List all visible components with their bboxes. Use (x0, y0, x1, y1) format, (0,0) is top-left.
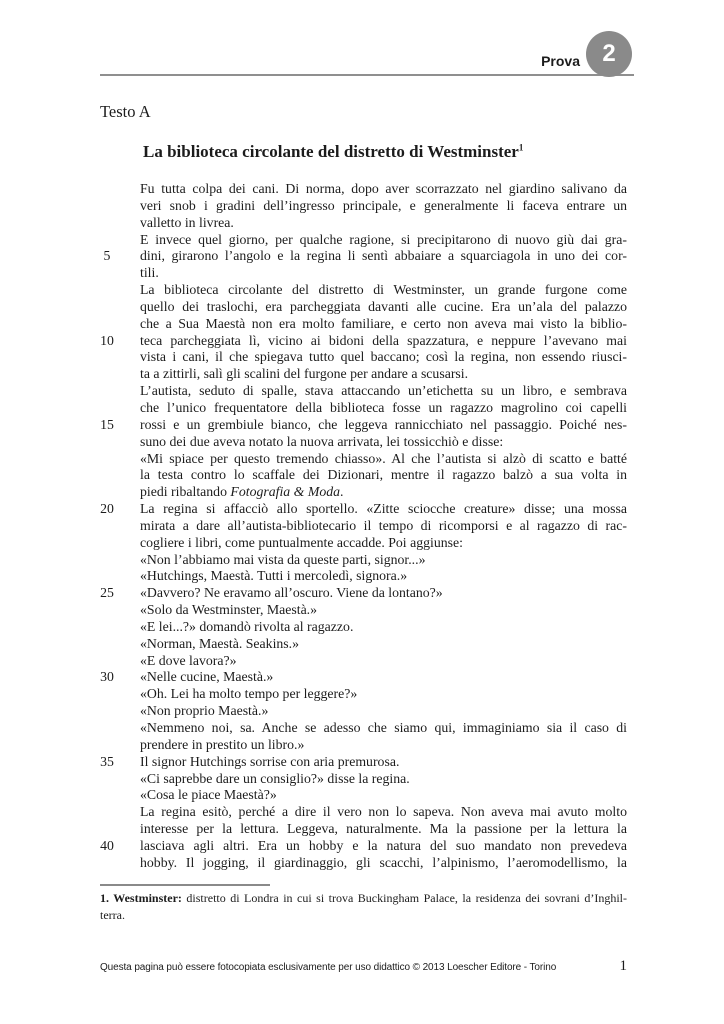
page-number: 1 (619, 958, 627, 974)
line-number: 5 (103, 248, 111, 264)
text-line (92, 754, 627, 771)
line-text: L’autista, seduto di spalle, stava attaccando un’etichetta su un libro, e sembrava (140, 383, 627, 399)
text-line (92, 181, 627, 198)
passage-title (143, 142, 523, 162)
line-number (92, 181, 140, 198)
text-line (92, 821, 627, 838)
text-line (92, 568, 627, 585)
text-line (92, 787, 627, 804)
text-line (92, 669, 627, 686)
line-text: «Non l’abbiamo mai vista da queste parti, signor...» (140, 551, 426, 567)
line-number (92, 518, 140, 535)
line-text: teca parcheggiata lì, vicino ai bidoni della spazzatura, e neppure l’avevano mai (140, 332, 627, 348)
text-line (92, 585, 627, 602)
line-text: vista i cani, il che spiegava tutto quel baccano; così la regina, non essendo riusci- (140, 349, 627, 365)
section-label: Testo A (100, 102, 151, 121)
page-footer (100, 958, 627, 975)
prova-label: Prova (541, 53, 580, 69)
line-number (92, 198, 140, 215)
line-number: 15 (100, 416, 114, 432)
text-line (92, 417, 627, 434)
line-text: che a Sua Maestà non era molto familiare, e certo non aveva mai visto la biblio- (140, 315, 627, 331)
text-line (92, 484, 627, 501)
text-line (92, 535, 627, 552)
line-text: «Nemmeno noi, sa. Anche se adesso che siamo qui, immaginiamo sia il caso di (140, 720, 627, 735)
text-line (92, 333, 627, 350)
text-line (92, 737, 627, 754)
line-number (92, 737, 140, 754)
line-text: valletto in livrea. (140, 214, 234, 230)
line-text: hobby. Il jogging, il giardinaggio, gli scacchi, l’alpinismo, l’aeromodellismo, la (140, 854, 627, 870)
line-text: «E dove lavora?» (140, 652, 237, 668)
text-line (92, 552, 627, 569)
line-text: mirata a dare all’autista-bibliotecario il tempo di ricomporsi e al ragazzo di rac- (140, 517, 627, 533)
line-text: ta a zittirli, salì gli scalini del furgone per andare a scusarsi. (140, 366, 469, 382)
prova-number-badge: 2 (586, 31, 632, 77)
text-line (92, 198, 627, 215)
line-text: «Davvero? Ne eravamo all’oscuro. Viene da lontano?» (140, 585, 443, 601)
line-text: «Solo da Westminster, Maestà.» (140, 602, 318, 618)
line-number (92, 215, 140, 232)
text-line (92, 855, 627, 872)
footnote-rule (100, 884, 270, 886)
line-number: 25 (100, 585, 114, 601)
line-text: «Oh. Lei ha molto tempo per leggere?» (140, 686, 358, 702)
line-number: 20 (100, 501, 114, 517)
line-text: E invece quel giorno, per qualche ragione, si precipitarono di nuovo giù dai gra- (140, 231, 627, 247)
line-number (92, 299, 140, 316)
line-number (92, 349, 140, 366)
line-text: tili. (140, 265, 159, 281)
line-text: «E lei...?» domandò rivolta al ragazzo. (140, 618, 354, 634)
line-text: Il signor Hutchings sorrise con aria premurosa. (140, 753, 400, 769)
text-line (92, 299, 627, 316)
text-line (92, 434, 627, 451)
copyright-notice: Questa pagina può essere fotocopiata esclusivamente per uso didattico © 2013 Loescher Editore - Torino (100, 962, 557, 973)
passage-title-text: La biblioteca circolante del distretto di Westminster (143, 142, 519, 161)
line-text: dini, girarono l’angolo e la regina li sentì abbaiare a squarciagola in uno dei cor- (140, 248, 627, 264)
line-text: «Ci saprebbe dare un consiglio?» disse la regina. (140, 770, 410, 786)
line-text: «Non proprio Maestà.» (140, 703, 269, 719)
text-line (92, 349, 627, 366)
line-number (92, 366, 140, 383)
line-number (92, 619, 140, 636)
text-line (92, 316, 627, 333)
line-number (92, 383, 140, 400)
line-number (92, 434, 140, 451)
line-text: suno dei due aveva notato la nuova arrivata, lei tossicchiò e disse: (140, 433, 504, 449)
footnote-marker: 1. Westminster: (100, 891, 182, 905)
line-number (92, 316, 140, 333)
line-number (92, 804, 140, 821)
footnote-text: distretto di Londra in cui si trova Buckingham Palace, la residenza dei sovrani d’Inghil- (181, 891, 627, 905)
line-text: «Hutchings, Maestà. Tutti i mercoledì, signora.» (140, 568, 408, 584)
title-footnote-ref: 1 (518, 142, 524, 153)
text-line (92, 653, 627, 670)
line-number (92, 855, 140, 872)
header-rule (100, 74, 634, 76)
text-line (92, 619, 627, 636)
line-number (92, 602, 140, 619)
line-text: «Cosa le piace Maestà?» (140, 787, 277, 803)
text-line (92, 838, 627, 855)
line-number (92, 535, 140, 552)
line-number (92, 653, 140, 670)
text-line (92, 383, 627, 400)
text-line (92, 518, 627, 535)
footnote-line-1 (100, 890, 627, 907)
line-text: prendere in prestito un libro.» (140, 736, 305, 752)
line-number: 35 (100, 753, 114, 769)
footnote-line-2: terra. (100, 907, 125, 922)
line-number (92, 467, 140, 484)
italic-book-title: Fotografia & Moda (230, 484, 341, 500)
text-line (92, 720, 627, 737)
line-text: La regina esitò, perché a dire il vero non lo sapeva. Non aveva mai avuto molto (140, 804, 627, 820)
line-number (92, 787, 140, 804)
line-text: «Mi spiace per questo tremendo chiasso». Al che l’autista si alzò di scatto e batté (140, 450, 627, 466)
line-number (92, 771, 140, 788)
text-line (92, 804, 627, 821)
text-line (92, 366, 627, 383)
line-number (92, 265, 140, 282)
line-number (92, 568, 140, 585)
footnote (100, 890, 627, 923)
text-line (92, 451, 627, 468)
line-number: 30 (100, 669, 114, 685)
text-line (92, 282, 627, 299)
line-number (92, 552, 140, 569)
line-text: cogliere i libri, come puntualmente accadde. Poi aggiunse: (140, 534, 463, 550)
line-number: 10 (100, 332, 114, 348)
line-number: 40 (100, 837, 114, 853)
text-line (92, 771, 627, 788)
text-line (92, 215, 627, 232)
line-text: quello dei traslochi, era parcheggiata davanti alle cucine. Era un’ala del palazzo (140, 298, 627, 314)
text-line (92, 248, 627, 265)
line-number (92, 720, 140, 737)
text-line (92, 686, 627, 703)
line-number (92, 686, 140, 703)
line-number (92, 636, 140, 653)
line-text: piedi ribaltando Fotografia & Moda. (140, 484, 344, 500)
text-line (92, 703, 627, 720)
text-line (92, 467, 627, 484)
line-text: che l’unico frequentatore della biblioteca fosse un ragazzo magrolino coi capelli (140, 399, 627, 415)
text-line (92, 232, 627, 249)
line-text: rossi e un grembiule bianco, che leggeva rannicchiato nel passaggio. Poiché nes- (140, 416, 627, 432)
line-number (92, 451, 140, 468)
line-text: La regina si affacciò allo sportello. «Zitte sciocche creature» disse; una mossa (140, 501, 627, 517)
line-number (92, 821, 140, 838)
line-number (92, 484, 140, 501)
line-text: Fu tutta colpa dei cani. Di norma, dopo aver scorrazzato nel giardino salivano da (140, 181, 627, 196)
line-text: «Nelle cucine, Maestà.» (140, 669, 274, 685)
line-number (92, 703, 140, 720)
line-number (92, 232, 140, 249)
line-text: veri snob i gradini dell’ingresso principale, e generalmente li faceva entrare un (140, 197, 627, 213)
text-line (92, 636, 627, 653)
text-line (92, 501, 627, 518)
text-line (92, 265, 627, 282)
line-number (92, 400, 140, 417)
line-number (92, 282, 140, 299)
line-text: la testa contro lo scaffale dei Dizionari, mentre il ragazzo balzò a sua volta in (140, 467, 627, 483)
text-line (92, 602, 627, 619)
line-text: La biblioteca circolante del distretto di Westminster, un grande furgone come (140, 282, 627, 298)
line-text: interesse per la lettura. Leggeva, naturalmente. Ma la passione per la lettura la (140, 821, 627, 837)
line-text: lasciava agli altri. Era un hobby e la natura del suo mandato non prevedeva (140, 837, 627, 853)
passage-lines (92, 181, 627, 872)
text-line (92, 400, 627, 417)
line-text: «Norman, Maestà. Seakins.» (140, 635, 300, 651)
